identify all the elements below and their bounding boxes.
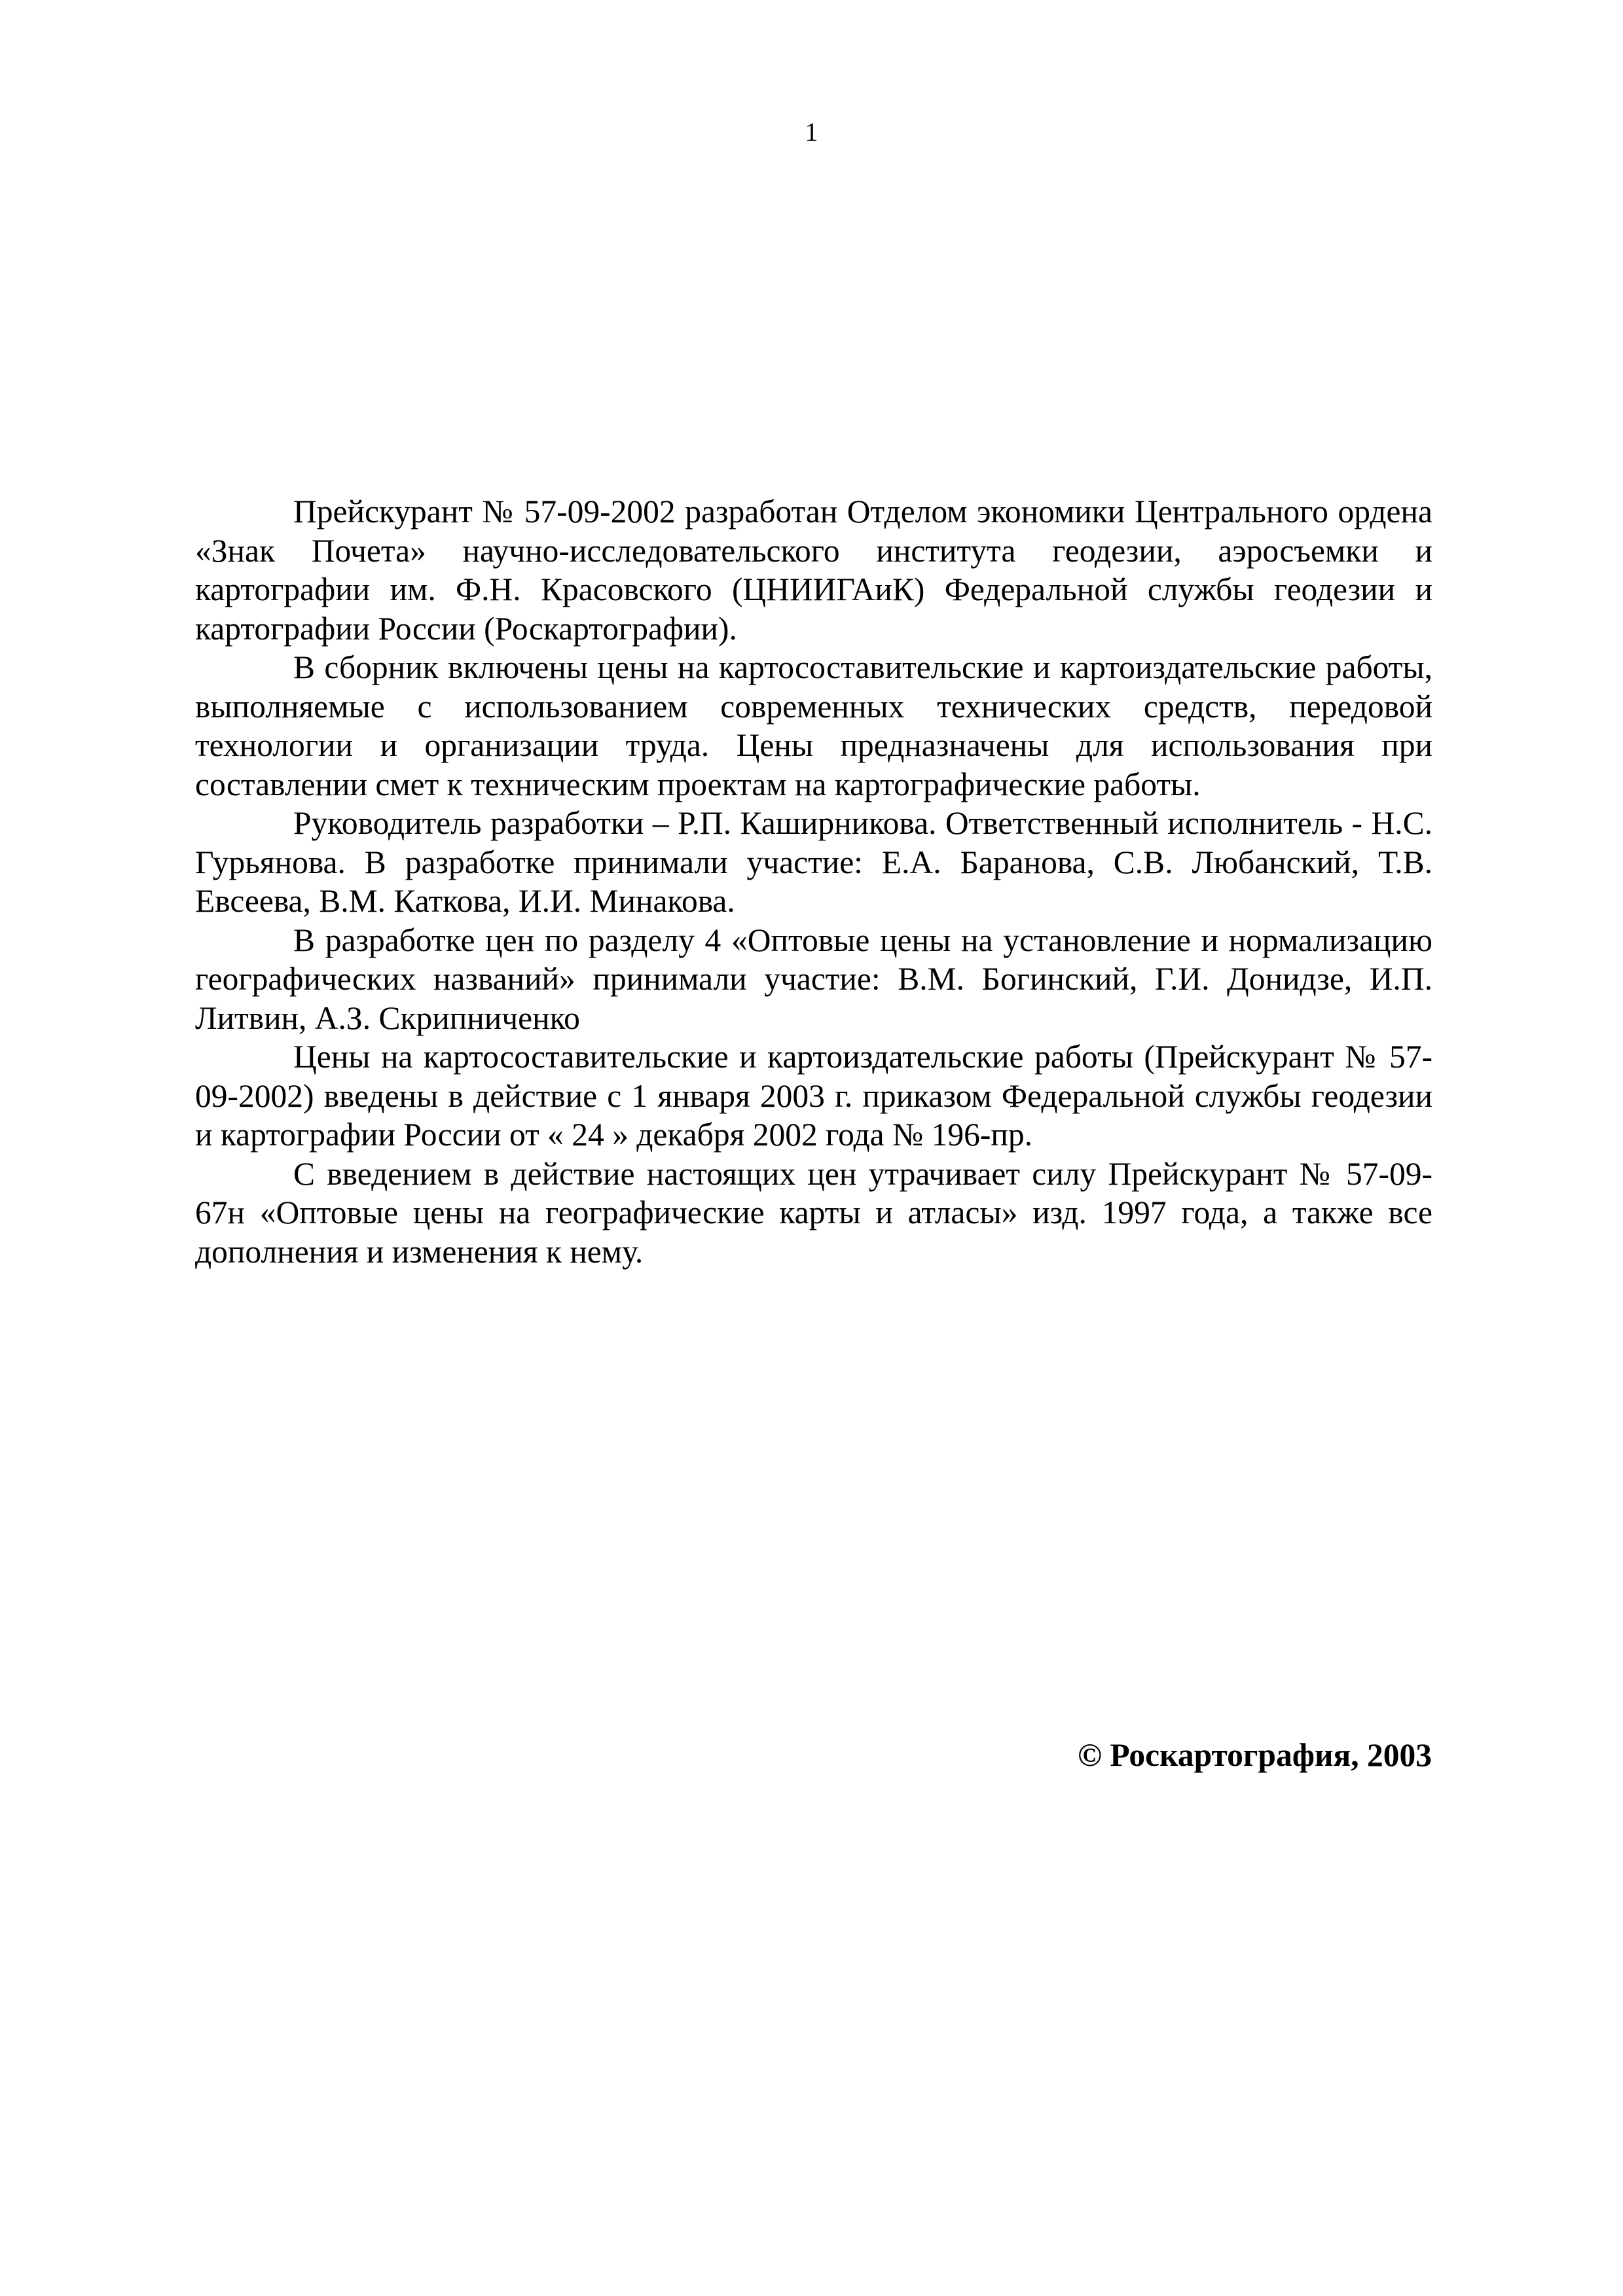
paragraph-developer: Прейскурант № 57-09-2002 разработан Отделом экономики Центрального ордена «Знак Почета» научно-исследовательского института геодезии, аэросъемки и картографии им. Ф.Н. Красовского (ЦНИИГАиК) Федеральной службы геодезии и картографии России (Роскартографии). bbox=[195, 493, 1432, 647]
page-number: 1 bbox=[805, 117, 818, 147]
paragraph-authors: Руководитель разработки – Р.П. Каширникова. Ответственный исполнитель - Н.С. Гурьянова. В разработке принимали участие: Е.А. Баранова, С.В. Любанский, Т.В. Евсеева, В.М. Каткова, И.И. Минакова. bbox=[195, 805, 1432, 919]
paragraph-superseded: С введением в действие настоящих цен утрачивает силу Прейскурант № 57-09-67н «Оптовые цены на географические карты и атласы» изд. 1997 года, а также все дополнения и изменения к нему. bbox=[195, 1155, 1432, 1270]
copyright-notice: © Роскартография, 2003 bbox=[1078, 1737, 1432, 1773]
paragraph-effective-date: Цены на картосоставительские и картоиздательские работы (Прейскурант № 57-09-2002) введены в действие с 1 января 2003 г. приказом Федеральной службы геодезии и картографии России от « 24 » декабря 2002 года № 196-пр. bbox=[195, 1039, 1432, 1153]
paragraph-section4-contributors: В разработке цен по разделу 4 «Оптовые цены на установление и нормализацию географических названий» принимали участие: В.М. Богинский, Г.И. Донидзе, И.П. Литвин, А.З. Скрипниченко bbox=[195, 922, 1432, 1036]
paragraph-scope: В сборник включены цены на картосоставительские и картоиздательские работы, выполняемые с использованием современных технических средств, передовой технологии и организации труда. Цены предназначены для использования при составлении смет к техническим проектам на картографические работы. bbox=[195, 649, 1432, 802]
document-body bbox=[195, 492, 1432, 1271]
